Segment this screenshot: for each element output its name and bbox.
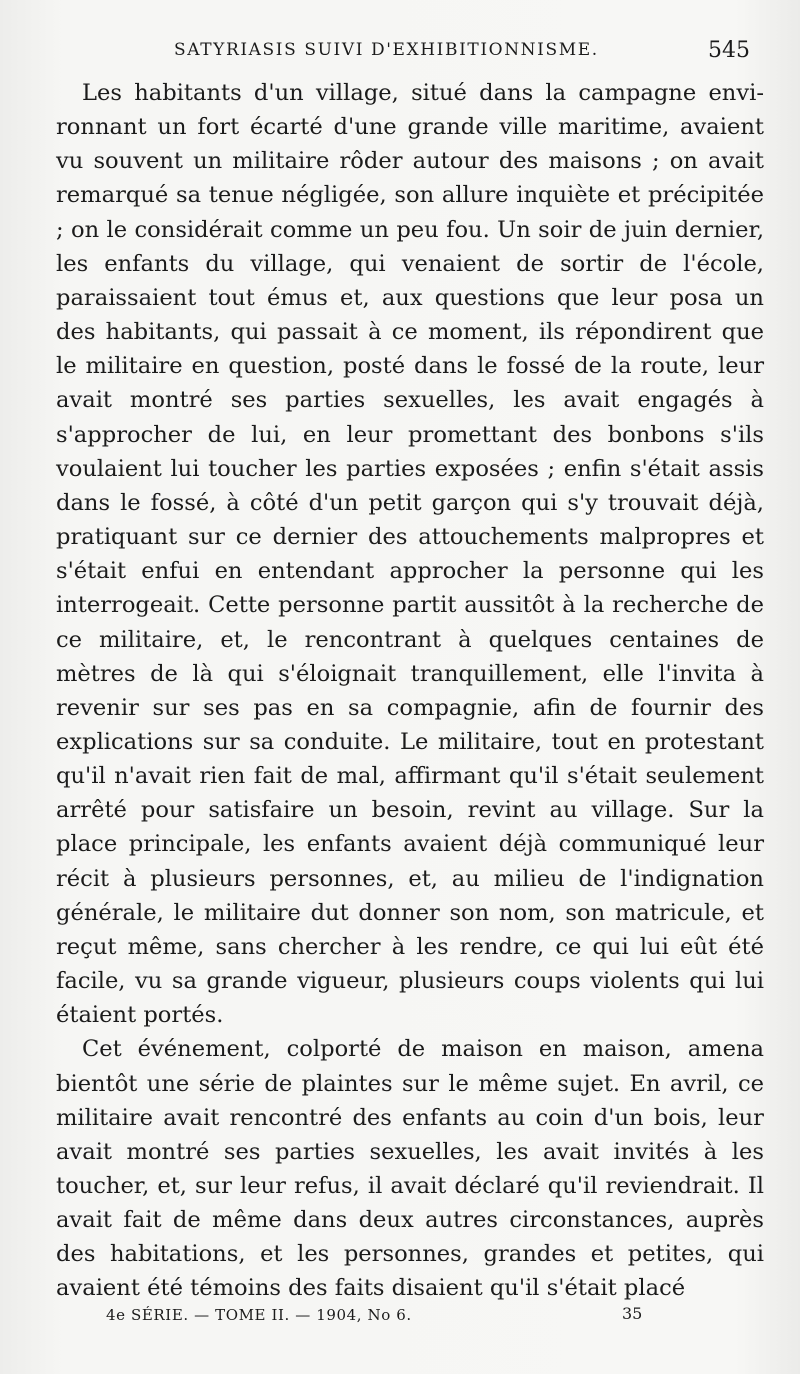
signature-mark: 35 <box>622 1304 643 1323</box>
page-footer <box>56 1306 772 1336</box>
paragraph-1: Les habitants d'un village, situé dans la campagne environnant un fort écarté d'une grande ville maritime, avaient vu souvent un militaire rôder autour des maisons ; on avait remarqué sa tenue négligée, son allure inquiète et précipitée ; on le considérait comme un peu fou. Un soir de juin dernier, les enfants du village, qui venaient de sortir de l'école, paraissaient tout émus et, aux questions que leur posa un des habitants, qui passait à ce moment, ils répondirent que le militaire en question, posté dans le fossé de la route, leur avait montré ses parties sexuelles, les avait engagés à s'approcher de lui, en leur promettant des bonbons s'ils voulaient lui toucher les parties exposées ; enfin s'était assis dans le fossé, à côté d'un petit garçon qui s'y trouvait déjà, pratiquant sur ce dernier des attouchements malpropres et s'était enfui en entendant approcher la personne qui les interrogeait. Cette personne partit aussitôt à la recherche de ce militaire, et, le rencontrant à quelques centaines de mètres de là qui s'éloignait tranquillement, elle l'invita à revenir sur ses pas en sa compagnie, afin de fournir des explications sur sa conduite. Le militaire, tout en protestant qu'il n'avait rien fait de mal, affirmant qu'il s'était seulement arrêté pour satisfaire un besoin, revint au village. Sur la place principale, les enfants avaient déjà communiqué leur récit à plusieurs personnes, et, au milieu de l'indignation générale, le militaire dut donner son nom, son matricule, et reçut même, sans chercher à les rendre, ce qui lui eût été facile, vu sa grande vigueur, plusieurs coups violents qui lui étaient portés. <box>56 80 764 1029</box>
body-text <box>56 76 764 1306</box>
series-line: 4e SÉRIE. — TOME II. — 1904, No 6. <box>106 1306 412 1324</box>
page-number: 545 <box>708 38 750 63</box>
running-head <box>56 40 772 70</box>
running-title: SATYRIASIS SUIVI D'EXHIBITIONNISME. <box>174 40 599 60</box>
paragraph-2: Cet événement, colporté de maison en maison, amena bientôt une série de plaintes sur le même sujet. En avril, ce militaire avait rencontré des enfants au coin d'un bois, leur avait montré ses parties sexuelles, les avait invités à les toucher, et, sur leur refus, il avait déclaré qu'il reviendrait. Il avait fait de même dans deux autres circonstances, auprès des habitations, et les personnes, grandes et petites, qui avaient été témoins des faits disaient qu'il s'était placé <box>56 1036 764 1302</box>
